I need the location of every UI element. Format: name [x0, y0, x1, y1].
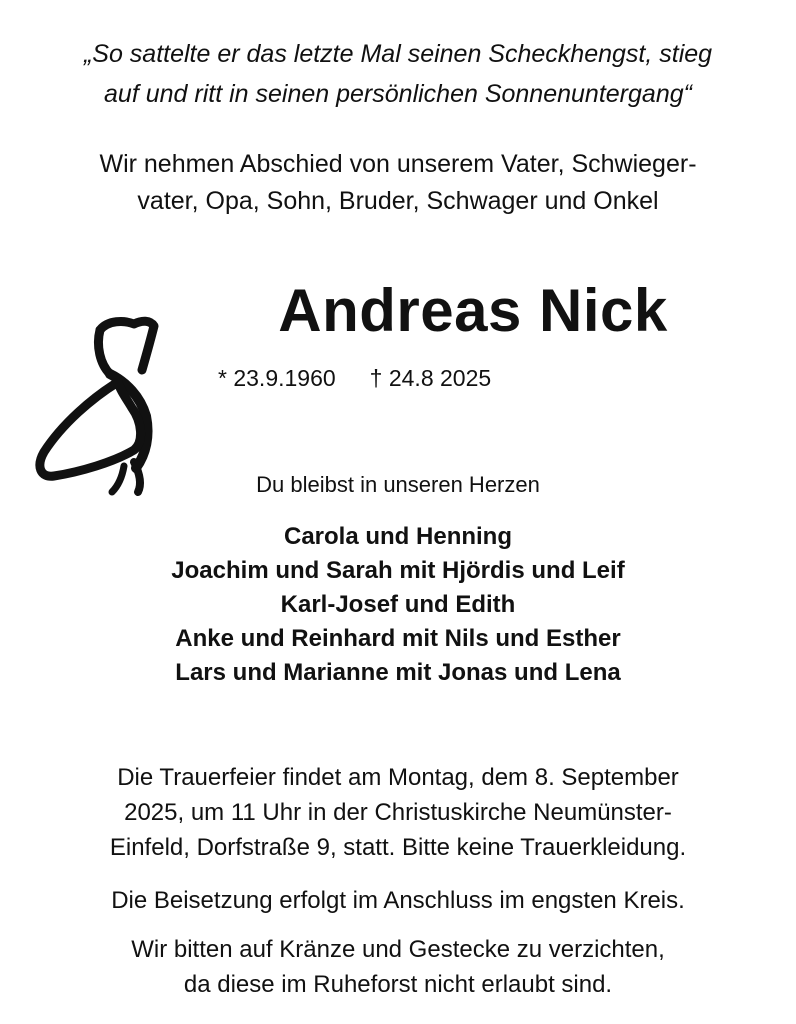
mourner-entry: Joachim und Sarah mit Hjördis und Leif: [171, 557, 625, 584]
quote-line-2: auf und ritt in seinen persönlichen Sonnenuntergang“: [104, 80, 692, 108]
intro-line-1: Wir nehmen Abschied von unserem Vater, Schwieger-: [99, 150, 697, 178]
service-line-1: Die Trauerfeier findet am Montag, dem 8. September: [117, 764, 679, 791]
request-line-1: Wir bitten auf Kränze und Gestecke zu verzichten,: [131, 936, 665, 963]
mourner-entry: Anke und Reinhard mit Nils und Esther: [175, 625, 621, 652]
mourner-entry: Carola und Henning: [284, 523, 512, 550]
service-line-3: Einfeld, Dorfstraße 9, statt. Bitte keine Trauerkleidung.: [109, 834, 687, 861]
birth-date: * 23.9.1960: [218, 365, 336, 391]
service-details: [0, 760, 796, 865]
deceased-name: Andreas Nick: [278, 277, 668, 344]
burial-note: Die Beisetzung erfolgt im Anschluss im engsten Kreis.: [111, 887, 685, 914]
opening-quote: [0, 34, 796, 114]
farewell-intro: [0, 146, 796, 220]
flowers-request: [0, 932, 796, 1002]
mourner-entry: Lars und Marianne mit Jonas und Lena: [175, 659, 621, 686]
service-line-2: 2025, um 11 Uhr in der Christuskirche Neumünster-: [124, 799, 672, 826]
mourner-entry: Karl-Josef und Edith: [280, 591, 516, 618]
mourners-list: [0, 520, 796, 690]
request-line-2: da diese im Ruheforst nicht erlaubt sind.: [183, 971, 613, 998]
intro-line-2: vater, Opa, Sohn, Bruder, Schwager und Onkel: [137, 187, 659, 215]
quote-line-1: „So sattelte er das letzte Mal seinen Scheckhengst, stieg: [83, 40, 713, 68]
death-date: † 24.8 2025: [369, 365, 492, 391]
remembrance-line: Du bleibst in unseren Herzen: [256, 472, 540, 497]
life-dates: [218, 362, 491, 394]
